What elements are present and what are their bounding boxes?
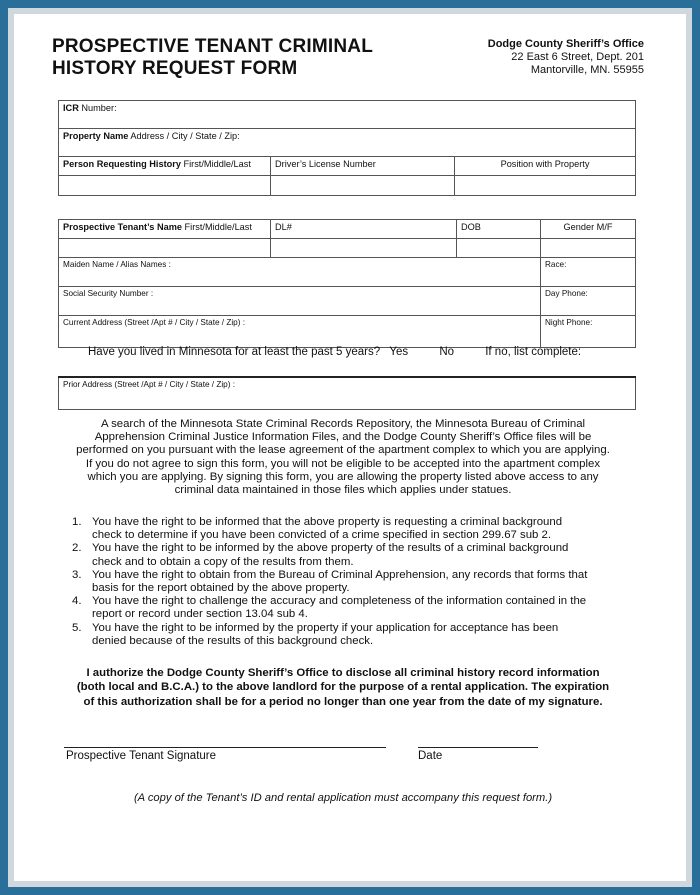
question-text: Have you lived in Minnesota for at least the past 5 years? [88, 346, 381, 358]
requester-label: Person Requesting History [63, 159, 181, 169]
office-city: Mantorville, MN. 55955 [530, 64, 644, 76]
tenant-name-cell[interactable] [59, 220, 271, 239]
property-cell[interactable] [59, 129, 636, 157]
gender-cell[interactable] [541, 220, 636, 239]
rights-text: report or record under section 13.04 sub 4. [92, 608, 308, 621]
prior-address-cell[interactable] [59, 377, 636, 409]
gender-label: Gender M/F [563, 222, 613, 232]
race-label: Race: [545, 260, 567, 269]
tenant-name-suffix: First/Middle/Last [184, 222, 252, 232]
title-line-1: PROSPECTIVE TENANT CRIMINAL [52, 36, 374, 57]
ssn-label: Social Security Number : [63, 289, 154, 298]
address-label: Current Address (Street /Apt # / City / State / Zip) : [63, 318, 246, 327]
rights-item [72, 622, 632, 648]
requester-table [58, 100, 636, 196]
rights-item [72, 569, 632, 595]
maiden-cell[interactable] [59, 258, 541, 287]
gender-value[interactable] [541, 239, 636, 258]
rights-number: 3. [72, 568, 82, 581]
paragraph-line: A search of the Minnesota State Criminal Records Repository, the Minnesota Bureau of Criminal [100, 418, 586, 430]
question-followup: If no, list complete: [485, 346, 582, 358]
rights-text: You have the right to challenge the accuracy and completeness of the information contained in the [92, 595, 587, 608]
rights-text: You have the right to be informed by the above property of the results of a criminal background [92, 542, 569, 555]
authorization-line: (both local and B.C.A.) to the above landlord for the purpose of a rental application. The expiration [76, 681, 610, 694]
rights-text: check to determine if you have been convicted of a crime specified in section 299.67 sub 2. [92, 529, 552, 542]
dl-label: DL# [275, 222, 292, 232]
office-street: 22 East 6 Street, Dept. 201 [511, 51, 644, 63]
nightphone-cell[interactable] [541, 316, 636, 348]
license-label: Driver’s License Number [275, 159, 376, 169]
rights-number: 1. [72, 516, 82, 528]
requester-value[interactable] [59, 176, 271, 196]
search-disclosure-paragraph [58, 418, 628, 497]
tenant-name-value[interactable] [59, 239, 271, 258]
position-cell[interactable] [455, 157, 636, 176]
signature-line[interactable] [64, 747, 386, 748]
paragraph-line: which you are applying. By signing this form, you are allowing the property listed above access to any [87, 470, 599, 483]
rights-text: check and to obtain a copy of the results from them. [92, 555, 354, 568]
rights-item [72, 595, 632, 621]
residency-question [88, 346, 628, 358]
dayphone-label: Day Phone: [545, 289, 588, 298]
title-line-2: HISTORY REQUEST FORM [52, 58, 298, 79]
dl-cell[interactable] [271, 220, 457, 239]
dob-cell[interactable] [457, 220, 541, 239]
icr-cell[interactable] [59, 101, 636, 129]
footnote: (A copy of the Tenant’s ID and rental application must accompany this request form.) [133, 792, 553, 804]
position-label: Position with Property [500, 159, 590, 169]
rights-text: You have the right to be informed that the above property is requesting a criminal background [92, 516, 563, 528]
dl-value[interactable] [271, 239, 457, 258]
prior-address-label: Prior Address (Street /Apt # / City / State / Zip) : [63, 380, 235, 389]
license-value[interactable] [271, 176, 455, 196]
icr-label: ICR [63, 103, 79, 113]
rights-number: 2. [72, 542, 82, 555]
tenant-table [58, 219, 636, 348]
paragraph-line: If you do not agree to sign this form, you will not be eligible to be accepted into the apartment complex [85, 457, 601, 470]
paragraph-line: criminal data maintained in those files which applies under statues. [174, 484, 512, 497]
signature-label: Prospective Tenant Signature [66, 750, 217, 762]
property-suffix: Address / City / State / Zip: [130, 131, 240, 141]
requester-cell[interactable] [59, 157, 271, 176]
rights-item [72, 542, 632, 568]
tenant-name-label: Prospective Tenant’s Name [63, 222, 182, 232]
authorization-line: I authorize the Dodge County Sheriff’s Office to disclose all criminal history record information [86, 667, 600, 679]
date-label: Date [418, 750, 443, 762]
paragraph-line: Apprehension Criminal Justice Information Files, and the Dodge County Sheriff’s Office files will be [94, 431, 592, 444]
dob-value[interactable] [457, 239, 541, 258]
date-line[interactable] [418, 747, 538, 748]
requester-suffix: First/Middle/Last [183, 159, 251, 169]
form-title [52, 36, 373, 80]
yes-option[interactable]: Yes [389, 346, 409, 358]
rights-number: 4. [72, 595, 82, 608]
ssn-cell[interactable] [59, 287, 541, 316]
authorization-line: of this authorization shall be for a period no longer than one year from the date of my signature. [83, 695, 603, 708]
rights-text: You have the right to obtain from the Bureau of Criminal Apprehension, any records that forms that [92, 568, 588, 581]
rights-text: You have the right to be informed by the property if your application for acceptance has been [92, 621, 559, 634]
property-label: Property Name [63, 131, 129, 141]
office-name: Dodge County Sheriff’s Office [487, 38, 644, 50]
position-value[interactable] [455, 176, 636, 196]
dob-label: DOB [461, 222, 481, 232]
prior-address-table [58, 376, 636, 410]
race-cell[interactable] [541, 258, 636, 287]
rights-item [72, 516, 632, 542]
office-address [488, 38, 644, 77]
no-option[interactable]: No [439, 346, 455, 358]
paragraph-line: performed on you pursuant with the lease agreement of the apartment complex to which you are applying. [76, 444, 610, 457]
rights-list [72, 516, 632, 648]
dayphone-cell[interactable] [541, 287, 636, 316]
rights-text: basis for the report obtained by the above property. [92, 582, 350, 595]
nightphone-label: Night Phone: [545, 318, 593, 327]
authorization-statement [58, 666, 628, 709]
icr-suffix: Number: [81, 103, 117, 113]
rights-text: denied because of the results of this background check. [92, 634, 374, 647]
address-cell[interactable] [59, 316, 541, 348]
rights-number: 5. [72, 621, 82, 634]
maiden-label: Maiden Name / Alias Names : [63, 260, 171, 269]
license-cell[interactable] [271, 157, 455, 176]
